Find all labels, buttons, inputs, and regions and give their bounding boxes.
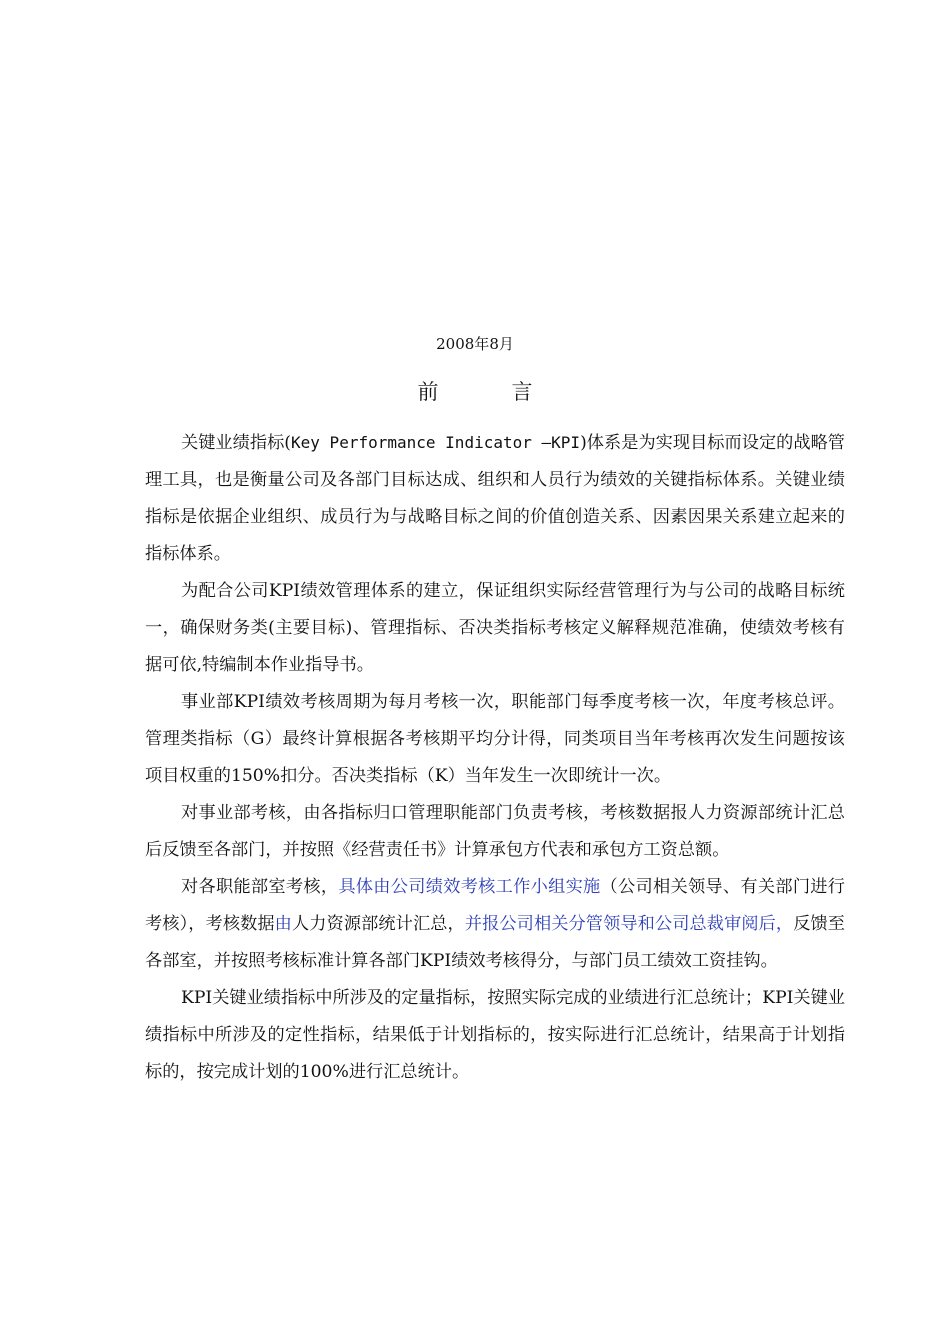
highlighted-text: 并报公司相关分管领导和公司总裁审阅后， (464, 914, 794, 934)
highlighted-text: 由 (274, 914, 292, 934)
paragraph-text: 对各职能部室考核， (181, 877, 339, 897)
paragraph-text: 关键业绩指标( (181, 433, 291, 453)
highlighted-text: 具体由公司绩效考核工作小组实施 (338, 877, 601, 897)
paragraph-department-assessment (145, 869, 845, 980)
section-title: 前 言 (417, 380, 559, 404)
paragraph-statistics-rule: KPI关键业绩指标中所涉及的定量指标，按照实际完成的业绩进行汇总统计；KPI关键业绩指标中所涉及的定性指标，结果低于计划指标的，按实际进行汇总统计，结果高于计划指标的，按完成计划的100%进行汇总统计。 (145, 988, 845, 1082)
paragraph-division-assessment: 对事业部考核，由各指标归口管理职能部门负责考核，考核数据报人力资源部统计汇总后反馈至各部门，并按照《经营责任书》计算承包方代表和承包方工资总额。 (145, 803, 845, 860)
body-text (145, 424, 845, 1091)
paragraph-kpi-definition (145, 424, 845, 573)
paragraph-text: 反馈至各部室，并按照考核标准计算各部门KPI绩效考核得分，与部门员工绩效工资挂钩。 (145, 914, 845, 971)
paragraph-assessment-cycle: 事业部KPI绩效考核周期为每月考核一次，职能部门每季度考核一次，年度考核总评。管理类指标（G）最终计算根据各考核期平均分计得，同类项目当年考核再次发生问题按该项目权重的150%扣分。否决类指标（K）当年发生一次即统计一次。 (145, 692, 845, 786)
paragraph-text: )体系是为实现目标而设定的战略管理工具，也是衡量公司及各部门目标达成、组织和人员行为绩效的关键指标体系。关键业绩指标是依据企业组织、成员行为与战略目标之间的价值创造关系、因素因果关系建立起来的指标体系。 (145, 433, 845, 564)
paragraph-text: （公司相关领导、有关部门进行考核），考核数据 (145, 877, 845, 934)
document-date: 2008年8月 (436, 335, 514, 353)
paragraph-purpose: 为配合公司KPI绩效管理体系的建立，保证组织实际经营管理行为与公司的战略目标统一，确保财务类(主要目标)、管理指标、否决类指标考核定义解释规范准确，使绩效考核有据可依,特编制本作业指导书。 (145, 581, 845, 675)
kpi-english-term: Key Performance Indicator —KPI (291, 433, 581, 452)
paragraph-text: 人力资源部统计汇总， (291, 914, 465, 934)
